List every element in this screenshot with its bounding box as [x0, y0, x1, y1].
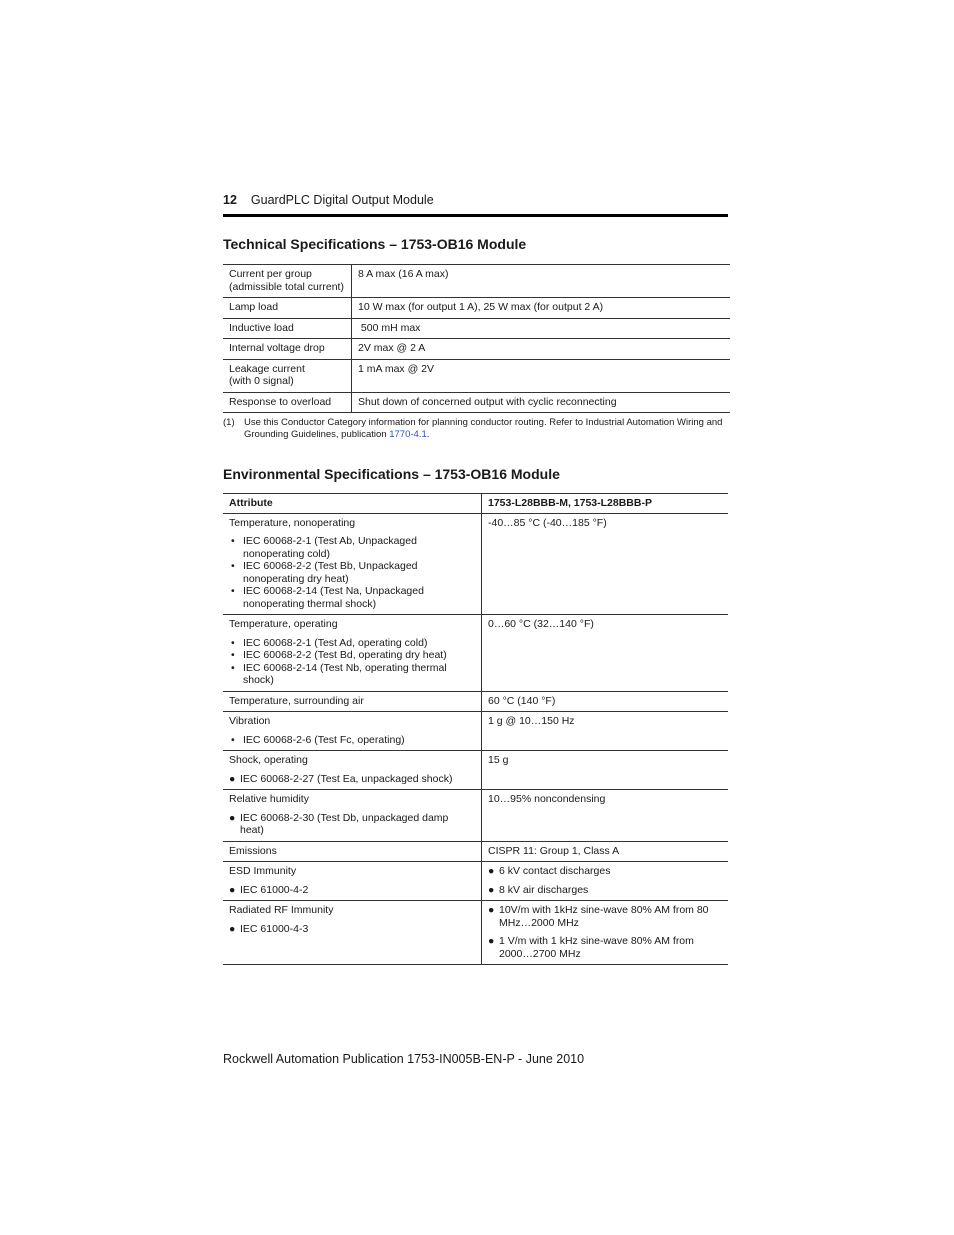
env-spec-value [482, 841, 729, 862]
env-spec-value-item [488, 904, 722, 929]
env-spec-value-item-text: 6 kV contact discharges [499, 865, 611, 877]
env-spec-value-item [488, 865, 722, 878]
tech-spec-attribute [223, 265, 352, 298]
bullet-icon: • [231, 733, 235, 746]
env-spec-attribute [223, 790, 482, 842]
tech-spec-attribute [223, 298, 352, 319]
header-rule [223, 214, 728, 217]
footnote-mark: (1) [223, 417, 235, 428]
env-specs-title: Environmental Specifications – 1753-OB16 Module [223, 466, 560, 482]
env-spec-test-text: IEC 60068-2-14 (Test Na, Unpackaged nonoperating thermal shock) [243, 585, 424, 610]
env-spec-row [223, 790, 728, 842]
env-spec-value [482, 862, 729, 901]
bullet-icon: ● [488, 865, 495, 877]
env-spec-test-text: IEC 60068-2-27 (Test Ea, unpackaged shock) [240, 772, 453, 785]
env-spec-row [223, 712, 728, 751]
tech-spec-attribute-line: (with 0 signal) [229, 375, 294, 387]
env-spec-value-item-text: 10V/m with 1kHz sine-wave 80% AM from 80 MHz…2000 MHz [499, 904, 709, 929]
env-spec-test-text: IEC 60068-2-1 (Test Ad, operating cold) [243, 636, 428, 649]
bullet-icon: • [231, 535, 235, 547]
tech-spec-value-text: 8 A max (16 A max) [358, 268, 449, 280]
tech-spec-attribute-line: (admissible total current) [229, 280, 344, 293]
env-spec-attribute [223, 712, 482, 751]
footnote [223, 417, 728, 441]
env-spec-test-text: IEC 60068-2-30 (Test Db, unpackaged damp heat) [240, 811, 449, 836]
env-spec-attribute [223, 862, 482, 901]
tech-spec-attribute [223, 392, 352, 413]
env-spec-test-text: IEC 60068-2-2 (Test Bd, operating dry heat) [243, 649, 447, 661]
env-spec-row [223, 841, 728, 862]
env-header-attribute: Attribute [223, 494, 482, 514]
tech-spec-value [352, 318, 731, 339]
bullet-icon: • [231, 636, 235, 649]
env-spec-test-list [229, 535, 475, 610]
env-spec-attribute-text: Shock, operating [229, 754, 308, 766]
tech-spec-attribute-line: Response to overload [229, 395, 332, 408]
tech-spec-value-text: 2V max @ 2 A [358, 342, 426, 354]
tech-spec-value [352, 339, 731, 360]
env-spec-test-text: IEC 60068-2-14 (Test Nb, operating thermal shock) [243, 661, 447, 686]
env-spec-row [223, 901, 728, 965]
tech-spec-value [352, 392, 731, 413]
tech-spec-value-text: 1 mA max @ 2V [358, 362, 435, 375]
running-header [223, 193, 728, 207]
bullet-icon: ● [229, 772, 236, 785]
env-spec-value-item [488, 935, 722, 960]
running-title: GuardPLC Digital Output Module [250, 193, 434, 207]
tech-spec-value-text: 500 mH max [358, 321, 421, 334]
env-spec-attribute [223, 901, 482, 965]
env-spec-test-item [229, 734, 475, 747]
publication-link[interactable]: 1770-4.1 [386, 429, 427, 440]
env-spec-value [482, 615, 729, 692]
tech-spec-attribute-line: Leakage current [229, 362, 305, 375]
env-spec-value-text: 10…95% noncondensing [488, 793, 606, 805]
env-spec-test-text: IEC 60068-2-6 (Test Fc, operating) [243, 733, 405, 746]
env-spec-test-item [229, 923, 475, 936]
env-spec-value [482, 712, 729, 751]
env-spec-test-list [229, 734, 475, 747]
env-spec-row [223, 615, 728, 692]
bullet-icon: • [231, 560, 235, 572]
env-spec-test-list [229, 637, 475, 687]
tech-spec-row [223, 359, 730, 392]
bullet-icon: ● [488, 904, 495, 916]
env-spec-value-item-text: 1 V/m with 1 kHz sine-wave 80% AM from 2000…2700 MHz [499, 935, 694, 960]
env-spec-test-item [229, 560, 475, 585]
env-spec-test-item [229, 773, 475, 786]
env-spec-test-item [229, 649, 475, 662]
env-spec-value-text: 0…60 °C (32…140 °F) [488, 618, 594, 630]
env-spec-value-text: -40…85 °C (-40…185 °F) [488, 516, 607, 529]
bullet-icon: • [231, 585, 235, 597]
env-spec-attribute-text: ESD Immunity [229, 865, 297, 877]
env-spec-test-text: IEC 60068-2-1 (Test Ab, Unpackaged nonoperating cold) [243, 535, 417, 560]
tech-spec-attribute-line: Internal voltage drop [229, 342, 325, 354]
tech-spec-value-text: Shut down of concerned output with cyclic reconnecting [358, 395, 617, 408]
env-spec-test-list [229, 773, 475, 786]
env-spec-attribute [223, 615, 482, 692]
env-spec-row [223, 513, 728, 615]
env-spec-value-item-text: 8 kV air discharges [499, 883, 589, 896]
tech-spec-attribute [223, 339, 352, 360]
env-spec-test-list [229, 884, 475, 897]
tech-spec-row [223, 392, 730, 413]
bullet-icon: ● [488, 935, 495, 947]
env-spec-attribute-text: Vibration [229, 715, 271, 727]
env-spec-attribute [223, 751, 482, 790]
env-spec-test-item [229, 812, 475, 837]
tech-spec-row [223, 339, 730, 360]
env-spec-value-text: 60 °C (140 °F) [488, 694, 556, 707]
tech-specs-table [223, 264, 730, 413]
env-specs-table [223, 493, 728, 965]
tech-spec-attribute [223, 318, 352, 339]
tech-spec-attribute-line: Lamp load [229, 301, 279, 313]
env-spec-value [482, 691, 729, 712]
env-spec-test-item [229, 585, 475, 610]
env-spec-test-item [229, 884, 475, 897]
env-spec-attribute-text: Temperature, nonoperating [229, 516, 356, 529]
env-spec-test-list [229, 812, 475, 837]
tech-spec-attribute-line: Current per group [229, 268, 312, 280]
tech-spec-value [352, 265, 731, 298]
env-spec-value [482, 790, 729, 842]
env-spec-attribute-text: Relative humidity [229, 793, 309, 805]
env-spec-test-item [229, 637, 475, 650]
env-spec-value-text: CISPR 11: Group 1, Class A [488, 844, 620, 857]
env-spec-value-item [488, 884, 722, 897]
env-spec-attribute-text: Temperature, surrounding air [229, 694, 364, 707]
env-spec-value [482, 513, 729, 615]
tech-spec-value-text: 10 W max (for output 1 A), 25 W max (for output 2 A) [358, 301, 604, 313]
env-spec-attribute [223, 841, 482, 862]
env-spec-row [223, 751, 728, 790]
env-spec-attribute [223, 513, 482, 615]
env-spec-test-list [229, 923, 475, 936]
page-number: 12 [223, 193, 237, 207]
env-spec-test-text: IEC 61000-4-2 [240, 883, 309, 896]
tech-spec-row [223, 265, 730, 298]
env-header-row [223, 494, 728, 514]
tech-spec-row [223, 318, 730, 339]
env-spec-attribute [223, 691, 482, 712]
env-spec-attribute-text: Radiated RF Immunity [229, 904, 334, 916]
bullet-icon: ● [488, 883, 495, 896]
env-spec-test-text: IEC 61000-4-3 [240, 922, 309, 935]
env-header-value: 1753-L28BBB-M, 1753-L28BBB-P [482, 494, 729, 514]
tech-specs-title: Technical Specifications – 1753-OB16 Module [223, 236, 527, 252]
env-spec-row [223, 862, 728, 901]
env-spec-value-list [488, 904, 722, 960]
bullet-icon: ● [229, 811, 236, 824]
tech-spec-value [352, 298, 731, 319]
env-spec-test-item [229, 535, 475, 560]
tech-spec-row [223, 298, 730, 319]
env-spec-attribute-text: Temperature, operating [229, 618, 338, 630]
bullet-icon: ● [229, 922, 236, 935]
bullet-icon: • [231, 649, 235, 661]
env-spec-value-text: 15 g [488, 754, 509, 766]
tech-spec-attribute-line: Inductive load [229, 321, 294, 334]
footnote-tail: . [426, 429, 430, 440]
env-spec-value-text: 1 g @ 10…150 Hz [488, 715, 575, 727]
env-spec-attribute-text: Emissions [229, 844, 277, 857]
bullet-icon: • [231, 661, 235, 674]
bullet-icon: ● [229, 883, 236, 896]
tech-spec-value [352, 359, 731, 392]
env-spec-test-text: IEC 60068-2-2 (Test Bb, Unpackaged nonoperating dry heat) [243, 560, 418, 585]
env-spec-value [482, 901, 729, 965]
footnote-text: Use this Conductor Category information for planning conductor routing. Refer to Industrial Automation Wiring and Grounding Guidelines, publication [244, 417, 723, 440]
env-spec-test-item [229, 662, 475, 687]
env-spec-value [482, 751, 729, 790]
env-spec-row [223, 691, 728, 712]
tech-spec-attribute [223, 359, 352, 392]
page-footer: Rockwell Automation Publication 1753-IN005B-EN-P - June 2010 [223, 1052, 585, 1066]
env-spec-value-list [488, 865, 722, 896]
